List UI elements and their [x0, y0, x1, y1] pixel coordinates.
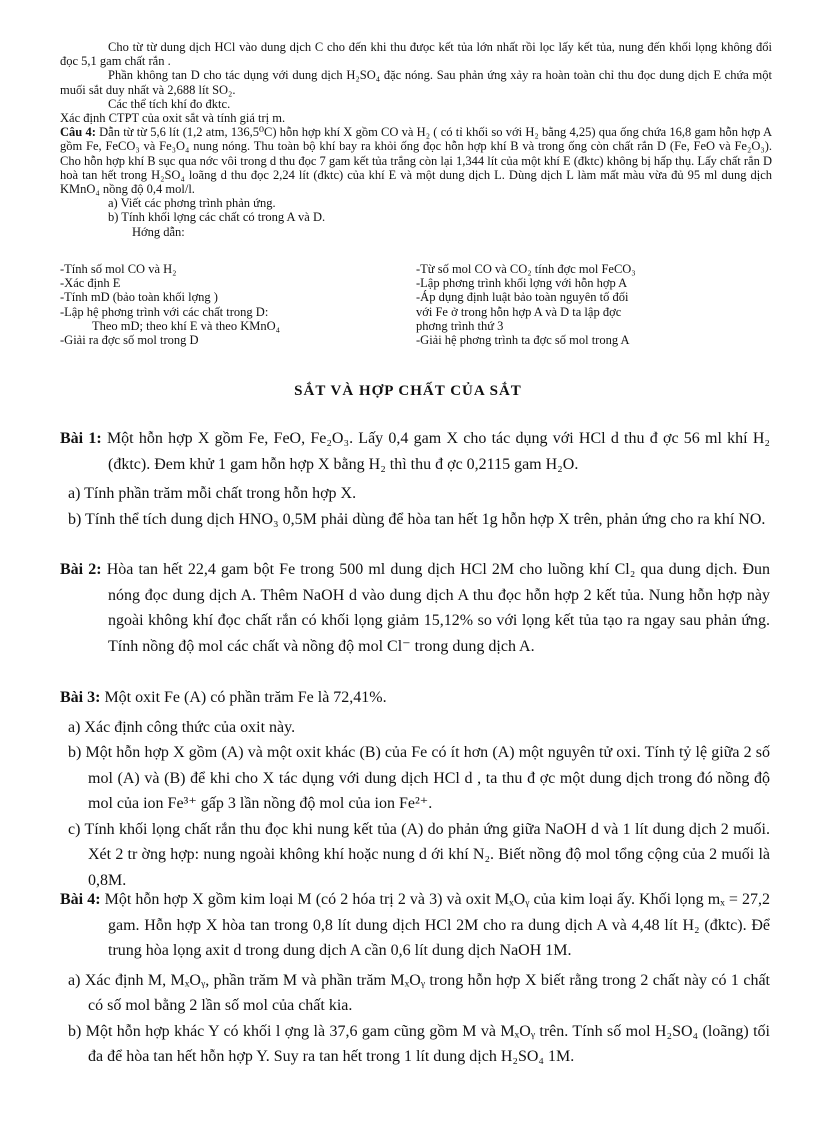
exercise-statement: [60, 426, 770, 477]
guide-step: -Từ số mol CO và CO₂ tính đợc mol FeCO₃: [416, 262, 636, 276]
exercise-item-a: a) Xác định công thức của oxit này.: [68, 718, 296, 736]
guide-step: phơng trình thứ 3: [416, 318, 504, 333]
guide-step: -Giải ra đợc số mol trong D: [60, 333, 199, 348]
exercise-text: Hòa tan hết 22,4 gam bột Fe trong 500 ml dung dịch HCl 2M cho luồng khí Cl₂ qua dung dịch. Đun nóng đọc dung dịch A. Thêm NaOH d vào dung dịch A thu đọc hỗn hợp 2 kết tủa. Nung hỗn hợp này ngoài không khí đọc chất rắn có khối lọng giảm 15,12% so với lọng kết tủa tạo ra ngay sau phản ứng. Tính nồng độ mol các chất và nồng độ mol Cl⁻ trong dung dịch A.: [106, 561, 770, 655]
guide-step: Theo mD; theo khí E và theo KMnO₄: [92, 318, 281, 333]
exercise-4: [60, 887, 770, 1070]
paragraph: Cho từ từ dung dịch HCl vào dung dịch C cho đến khi thu đưọc kết tủa lớn nhất rồi lọc lấy kết tủa, nung đến khối lọng không đổi đọc 5,1 gam chất rắn .: [60, 40, 772, 69]
exercise-label: Bài 2:: [60, 561, 102, 578]
sub-question-b: b) Tính khối lợng các chất có trong A và D.: [108, 210, 326, 225]
exercise-label: Bài 4:: [60, 891, 101, 908]
guide-step: -Xác định E: [60, 276, 121, 291]
paragraph: Xác định CTPT của oxit sắt và tính giá trị m.: [60, 111, 286, 126]
exercise-label: Bài 3:: [60, 689, 101, 706]
exercise-item-b: b) Một hỗn hợp X gồm (A) và một oxit khác (B) của Fe có ít hơn (A) một nguyên tử oxi. Tính tỷ lệ giữa 2 số mol (A) và (B) để khi cho X tác dụng với dung dịch HCl d , ta thu đ ợc một dung dịch trong đó nồng độ mol của ion Fe³⁺ gấp 3 lần nồng độ mol của ion Fe²⁺.: [68, 744, 770, 812]
exercise-3: [60, 685, 770, 893]
exercise-item-b: b) Một hỗn hợp khác Y có khối l ợng là 37,6 gam cũng gồm M và MₓOᵧ trên. Tính số mol H₂SO₄ (loãng) tối đa để hòa tan hết hỗn hợp Y. Suy ra tan hết trong 1 lít dung dịch H₂SO₄ 1M.: [68, 1022, 770, 1065]
guide-step: -Áp dụng định luật bảo toàn nguyên tố đối: [416, 290, 629, 305]
guide-step: -Giải hệ phơng trình ta đợc số mol trong A: [416, 333, 630, 348]
section-title: SẮT VÀ HỢP CHẤT CỦA SẮT: [294, 383, 522, 399]
exercise-item-c: c) Tính khối lọng chất rắn thu đọc khi nung kết tủa (A) do phản ứng giữa NaOH d và 1 lít dung dịch 2 muối. Xét 2 tr ờng hợp: nung ngoài không khí hoặc nung d ới khí N₂. Biết nồng độ mol tổng cộng của 2 muối là 0,8M.: [68, 820, 770, 889]
exercise-statement: [60, 557, 770, 659]
guide-heading: Hớng dẫn:: [132, 224, 185, 239]
exercise-item-a: a) Xác định M, MₓOᵧ, phần trăm M và phần trăm MₓOᵧ trong hỗn hợp X biết rằng trong 2 chất này có 1 chất có số mol bằng 2 lần số mol của chất kia.: [68, 971, 770, 1014]
guide-left-column: [60, 262, 416, 347]
exercise-item-b: b) Tính thể tích dung dịch HNO₃ 0,5M phải dùng để hòa tan hết 1g hỗn hợp X trên, phản ứng cho ra khí NO.: [68, 510, 766, 528]
exercise-text: Một hỗn hợp X gồm kim loại M (có 2 hóa trị 2 và 3) và oxit MₓOᵧ của kim loại ấy. Khối lọng mₓ = 27,2 gam. Hỗn hợp X hòa tan trong 0,8 lít dung dịch HCl 2M cho ra dung dịch A và 4,48 lít H₂ (đktc). Để trung hòa lọng axit d trong dung dịch A cần 0,6 lít dung dịch NaOH 1M.: [104, 891, 771, 959]
guide-columns: [60, 262, 772, 347]
exercise-item-a: a) Tính phần trăm mỗi chất trong hỗn hợp X.: [68, 485, 357, 502]
guide-step: -Lập hệ phơng trình với các chất trong D:: [60, 304, 269, 319]
question-label: Câu 4:: [60, 125, 96, 140]
exercise-statement: [60, 887, 770, 964]
paragraph: Các thể tích khí đo đktc.: [108, 96, 231, 111]
exercise-text: Một oxit Fe (A) có phần trăm Fe là 72,41%.: [104, 689, 387, 706]
question-4: [60, 125, 772, 196]
paragraph: Phần không tan D cho tác dụng với dung dịch H₂SO₄ đặc nóng. Sau phản ứng xảy ra hoàn toàn chỉ thu đọc dung dịch E chứa một muối sắt duy nhất và 2,688 lít SO₂.: [60, 68, 772, 97]
exercise-label: Bài 1:: [60, 430, 102, 447]
guide-step: -Tính mD (bảo toàn khối lợng ): [60, 290, 218, 305]
exercise-1: [60, 426, 770, 532]
previous-problems: [60, 40, 772, 239]
guide-step: -Lập phơng trình khối lợng với hỗn hợp A: [416, 276, 628, 291]
question-text: Dẫn từ từ 5,6 lít (1,2 atm, 136,5⁰C) hỗn hợp khí X gồm CO và H₂ ( có tỉ khối so với H₂ bằng 4,25) qua ống chứa 16,8 gam hỗn hợp A gồm Fe, FeCO₃ và Fe₃O₄ nung nóng. Thu toàn bộ khí bay ra khỏi ống đọc hỗn hợp khí B và trong ống còn chất rắn D (Fe, FeO và Fe₂O₃). Cho hỗn hợp khí B sục qua nớc vôi trong d thu đọc 7 gam kết tủa trắng còn lại 1,344 lít của một khí E (đktc) không bị hấp thụ. Lấy chất rắn D hoà tan hết trong H₂SO₄ loãng d thu đọc 2,24 lít (đktc) của khí E và một dung dịch L. Dùng dịch L làm mất màu vừa đủ 95 ml dung dịch KMnO₄ nồng độ 0,4 mol/l.: [60, 125, 772, 197]
exercise-text: Một hỗn hợp X gồm Fe, FeO, Fe₂O₃. Lấy 0,4 gam X cho tác dụng với HCl d thu đ ợc 56 ml khí H₂ (đktc). Đem khử 1 gam hỗn hợp X bằng H₂ thì thu đ ợc 0,2115 gam H₂O.: [106, 430, 771, 473]
guide-step: -Tính số mol CO và H₂: [60, 262, 177, 276]
guide-right-column: [416, 262, 772, 347]
exercise-statement: [60, 685, 770, 711]
exercise-2: [60, 557, 770, 659]
sub-question-a: a) Viết các phơng trình phản ứng.: [108, 196, 276, 211]
guide-step: với Fe ở trong hỗn hợp A và D ta lập đợc: [416, 304, 622, 319]
